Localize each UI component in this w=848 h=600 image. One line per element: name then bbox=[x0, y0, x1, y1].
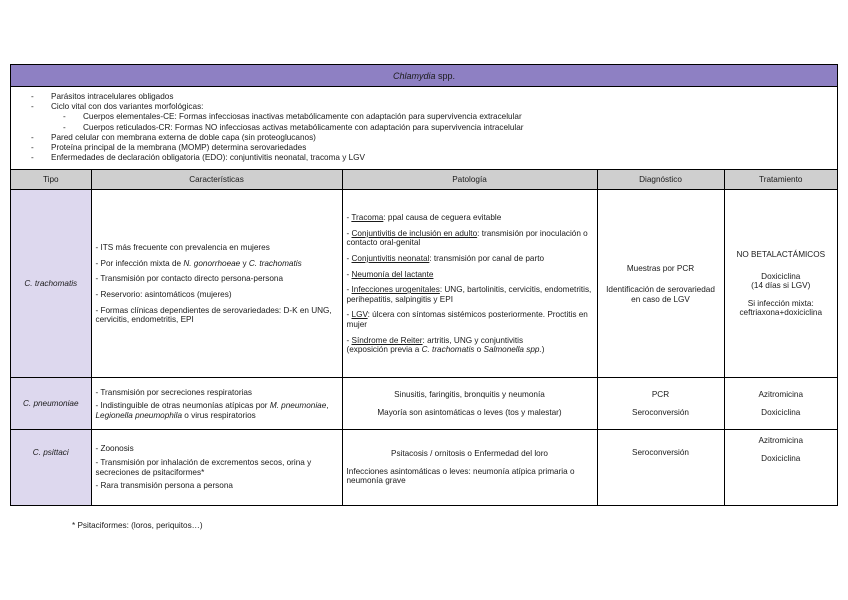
species-table bbox=[11, 170, 837, 505]
title-genus: Chlamydia bbox=[392, 70, 436, 81]
type-cell: C. pneumoniae bbox=[11, 378, 91, 430]
chlamydia-table-frame bbox=[10, 64, 838, 506]
intro-list bbox=[11, 87, 837, 170]
table-title bbox=[11, 65, 837, 87]
diagnosis-cell: PCR Seroconversión bbox=[597, 378, 724, 430]
intro-item: - Proteína principal de la membrana (MOMP) determina serovariedades bbox=[31, 143, 307, 153]
treatment-cell: Azitromicina Doxiciclina bbox=[724, 378, 837, 430]
diagnosis-cell: Seroconversión bbox=[597, 430, 724, 505]
type-cell: C. trachomatis bbox=[11, 190, 91, 378]
header-tipo: Tipo bbox=[11, 170, 91, 190]
header-diagnostico: Diagnóstico bbox=[597, 170, 724, 190]
table-row bbox=[11, 378, 837, 430]
table-row bbox=[11, 430, 837, 505]
footnote: * Psitaciformes: (loros, periquitos…) bbox=[72, 521, 203, 530]
type-cell: C. psittaci bbox=[11, 430, 91, 505]
treatment-cell: Azitromicina Doxiciclina bbox=[724, 430, 837, 505]
diagnosis-cell: Muestras por PCR Identificación de serovariedad en caso de LGV bbox=[597, 190, 724, 378]
pathology-cell: Sinusitis, faringitis, bronquitis y neumonía Mayoría son asintomáticas o leves (tos y malestar) bbox=[342, 378, 597, 430]
header-patologia: Patología bbox=[342, 170, 597, 190]
header-caracteristicas: Características bbox=[91, 170, 342, 190]
intro-item: - Ciclo vital con dos variantes morfológicas: bbox=[31, 102, 204, 112]
pathology-cell: Psitacosis / ornitosis o Enfermedad del loro Infecciones asintomáticas o leves: neumonía atípica primaria o neumonía grave bbox=[342, 430, 597, 505]
header-tratamiento: Tratamiento bbox=[724, 170, 837, 190]
intro-subitem: - Cuerpos reticulados-CR: Formas NO infecciosas activas metabólicamente con adaptación para supervivencia intracelular bbox=[63, 122, 524, 132]
characteristics-cell: - Zoonosis - Transmisión por inhalación de excrementos secos, orina y secreciones de psitaciformes* - Rara transmisión persona a persona bbox=[91, 430, 342, 505]
intro-item: - Pared celular con membrana externa de doble capa (sin proteoglucanos) bbox=[31, 132, 316, 142]
treatment-cell: NO BETALACTÁMICOS Doxiciclina (14 días si LGV) Si infección mixta: ceftriaxona+doxiciclina bbox=[724, 190, 837, 378]
characteristics-cell: - Transmisión por secreciones respiratorias - Indistinguible de otras neumonías atípicas por M. pneumoniae, Legionella pneumophila o virus respiratorios bbox=[91, 378, 342, 430]
header-row bbox=[11, 170, 837, 190]
intro-item: - Parásitos intracelulares obligados bbox=[31, 92, 174, 101]
table-row bbox=[11, 190, 837, 378]
pathology-cell: - Tracoma: ppal causa de ceguera evitable - Conjuntivitis de inclusión en adulto: transmisión por inoculación o contacto oral-genital - Conjuntivitis neonatal: transmisión por canal de parto - Neumonía del lactante - Infecciones urogenitales: UNG, bartolinitis, cervicitis, endometritis, perihepatitis, salpingitis y EPI - LGV: úlcera con síntomas sistémicos posteriormente. Proctitis en mujer - Síndrome de Reiter: artritis, UNG y conjuntivitis (exposición previa a C. trachomatis o Salmonella spp.) bbox=[342, 190, 597, 378]
characteristics-cell: - ITS más frecuente con prevalencia en mujeres - Por infección mixta de N. gonorrhoeae y C. trachomatis - Transmisión por contacto directo persona-persona - Reservorio: asintomáticos (mujeres) - Formas clínicas dependientes de serovariedades: D-K en UNG, cervicitis, endometritis, EPI bbox=[91, 190, 342, 378]
intro-item: - Enfermedades de declaración obligatoria (EDO): conjuntivitis neonatal, tracoma y LGV bbox=[31, 153, 366, 163]
title-suffix: spp. bbox=[438, 70, 456, 81]
intro-subitem: - Cuerpos elementales-CE: Formas infecciosas inactivas metabólicamente con adaptación para supervivencia extracelular bbox=[63, 112, 522, 122]
